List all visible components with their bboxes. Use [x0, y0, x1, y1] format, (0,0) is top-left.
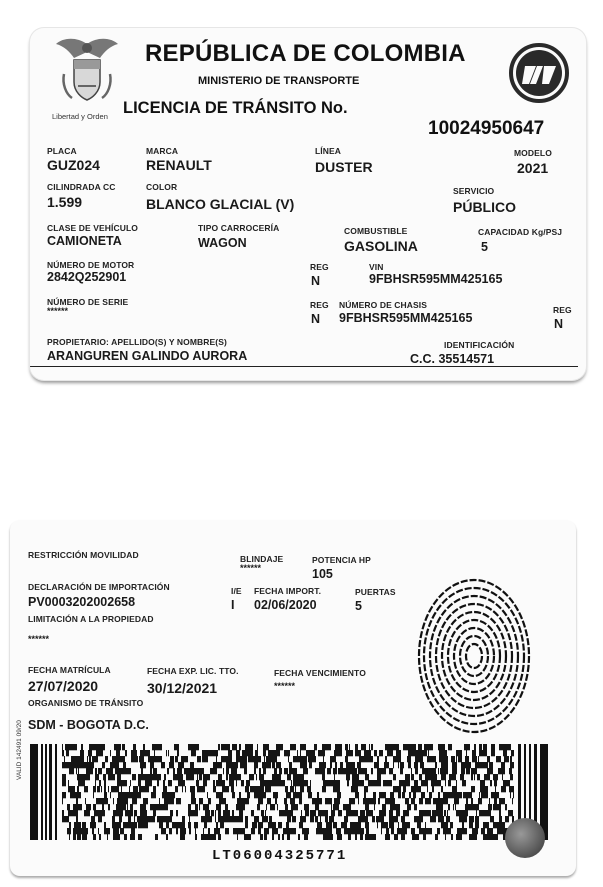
- capacidad-label: CAPACIDAD Kg/PSJ: [478, 227, 563, 237]
- organismo-label: ORGANISMO DE TRÁNSITO: [28, 698, 144, 708]
- motto-text: Libertad y Orden: [52, 112, 108, 121]
- reg1-value: N: [311, 274, 321, 288]
- potencia-value: 105: [312, 567, 333, 581]
- fecha-exp-value: 30/12/2021: [147, 680, 218, 696]
- barcode-text: LT06004325771: [212, 848, 348, 864]
- bottom-rule: [30, 366, 578, 367]
- fecha-venc-value: ******: [274, 681, 296, 691]
- reg2-label: REG: [310, 300, 329, 310]
- declaracion-label: DECLARACIÓN DE IMPORTACIÓN: [28, 582, 170, 592]
- license-title: LICENCIA DE TRÁNSITO No.: [123, 99, 348, 117]
- coat-of-arms-icon: [52, 34, 122, 110]
- serie-value: ******: [47, 306, 69, 316]
- clase-value: CAMIONETA: [47, 234, 122, 248]
- reg3-label: REG: [553, 305, 572, 315]
- fecha-import-value: 02/06/2020: [254, 598, 317, 612]
- fingerprint-icon: [414, 570, 534, 746]
- reg2-value: N: [311, 312, 321, 326]
- ministry-title: MINISTERIO DE TRANSPORTE: [198, 75, 360, 87]
- restriccion-label: RESTRICCIÓN MOVILIDAD: [28, 550, 139, 560]
- barcode-pdf417: [30, 744, 548, 840]
- servicio-label: SERVICIO: [453, 186, 495, 196]
- placa-value: GUZ024: [47, 157, 100, 173]
- fecha-matricula-label: FECHA MATRÍCULA: [28, 665, 111, 675]
- placa-label: PLACA: [47, 146, 77, 156]
- blindaje-value: ******: [240, 563, 262, 573]
- cilindrada-label: CILINDRADA CC: [47, 182, 116, 192]
- limitacion-label: LIMITACIÓN A LA PROPIEDAD: [28, 614, 154, 624]
- motor-value: 2842Q252901: [47, 270, 127, 284]
- reg1-label: REG: [310, 262, 329, 272]
- capacidad-value: 5: [481, 240, 488, 254]
- modelo-label: MODELO: [514, 148, 552, 158]
- marca-label: MARCA: [146, 146, 179, 156]
- motor-label: NÚMERO DE MOTOR: [47, 260, 135, 270]
- carroceria-value: WAGON: [198, 236, 247, 250]
- combustible-label: COMBUSTIBLE: [344, 226, 408, 236]
- limitacion-value: ******: [28, 634, 50, 644]
- license-back-card: [10, 520, 576, 876]
- marca-value: RENAULT: [146, 157, 212, 173]
- clase-label: CLASE DE VEHÍCULO: [47, 223, 138, 233]
- fecha-matricula-value: 27/07/2020: [28, 678, 99, 694]
- reg3-value: N: [554, 317, 564, 331]
- ministry-logo-icon: [508, 42, 570, 104]
- potencia-label: POTENCIA HP: [312, 555, 371, 565]
- servicio-value: PÚBLICO: [453, 199, 516, 215]
- validation-note: VALID 142491 09/20: [16, 720, 23, 780]
- identificacion-label: IDENTIFICACIÓN: [444, 340, 515, 350]
- carroceria-label: TIPO CARROCERÍA: [198, 223, 280, 233]
- puertas-value: 5: [355, 599, 362, 613]
- license-front-card: [30, 28, 586, 380]
- hologram-seal: [505, 818, 545, 858]
- linea-value: DUSTER: [315, 159, 373, 175]
- color-label: COLOR: [146, 182, 178, 192]
- vin-label: VIN: [369, 262, 384, 272]
- puertas-label: PUERTAS: [355, 587, 396, 597]
- propietario-label: PROPIETARIO: APELLIDO(S) Y NOMBRE(S): [47, 337, 227, 347]
- license-number: 10024950647: [428, 118, 545, 139]
- ie-value: I: [231, 598, 235, 612]
- fecha-exp-label: FECHA EXP. LIC. TTO.: [147, 666, 239, 676]
- republic-title: REPÚBLICA DE COLOMBIA: [145, 40, 466, 67]
- fecha-venc-label: FECHA VENCIMIENTO: [274, 668, 366, 678]
- serie-label: NÚMERO DE SERIE: [47, 297, 129, 307]
- modelo-value: 2021: [517, 160, 549, 176]
- fecha-import-label: FECHA IMPORT.: [254, 586, 322, 596]
- ie-label: I/E: [231, 586, 242, 596]
- cilindrada-value: 1.599: [47, 194, 83, 210]
- chasis-label: NÚMERO DE CHASIS: [339, 300, 428, 310]
- vin-value: 9FBHSR595MM425165: [369, 272, 503, 286]
- blindaje-label: BLINDAJE: [240, 554, 284, 564]
- linea-label: LÍNEA: [315, 146, 341, 156]
- combustible-value: GASOLINA: [344, 238, 418, 254]
- color-value: BLANCO GLACIAL (V): [146, 196, 295, 212]
- declaracion-value: PV0003202002658: [28, 595, 136, 609]
- propietario-value: ARANGUREN GALINDO AURORA: [47, 349, 248, 363]
- chasis-value: 9FBHSR595MM425165: [339, 311, 473, 325]
- identificacion-value: C.C. 35514571: [410, 352, 495, 366]
- organismo-value: SDM - BOGOTA D.C.: [28, 718, 149, 732]
